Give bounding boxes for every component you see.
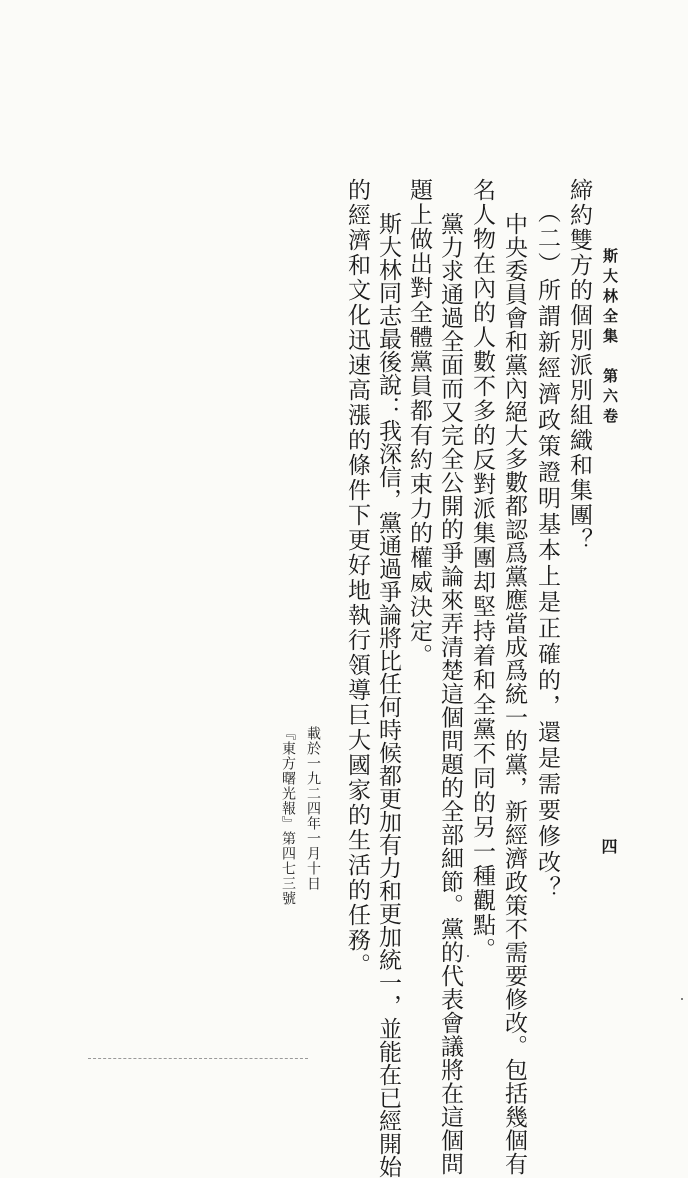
scan-speck bbox=[467, 955, 469, 957]
source-date: 載於一九二四年一月十日 bbox=[305, 726, 321, 891]
text-column-8: 的經濟和文化迅速高漲的條件下更好地執行領導巨大國家的生活的任務。 bbox=[344, 178, 370, 978]
text-column-2: （二）所謂新經濟政策證明基本上是正確的，還是需要修改？ bbox=[534, 200, 560, 902]
scan-speck bbox=[681, 998, 683, 1000]
text-column-6: 題上做出對全體黨員都有約束力的權威決定。 bbox=[406, 178, 432, 668]
source-publication: 『東方曙光報』第四七三號 bbox=[280, 726, 296, 906]
text-column-5: 黨力求通過全面而又完全公開的爭論來弄清楚這個問題的全部細節。黨的代表會議將在這個問 bbox=[437, 212, 463, 1176]
text-column-7: 斯大林同志最後說：我深信，黨通過爭論將比任何時候都更加有力和更加統一，並能在已經開始 bbox=[375, 212, 401, 1178]
page-number: 四 bbox=[599, 838, 618, 856]
text-column-3: 中央委員會和黨內絕大多數都認爲黨應當成爲統一的黨，新經濟政策不需要修改。包括幾個有 bbox=[501, 212, 527, 1176]
scan-artifact-rule bbox=[88, 1058, 308, 1059]
running-header: 斯大林全集 第六卷 bbox=[601, 248, 619, 428]
text-column-1: 締約雙方的個別派別組織和集團？ bbox=[566, 178, 592, 553]
text-column-4: 名人物在內的人數不多的反對派集團却堅持着和全黨不同的另一種觀點。 bbox=[469, 178, 495, 962]
